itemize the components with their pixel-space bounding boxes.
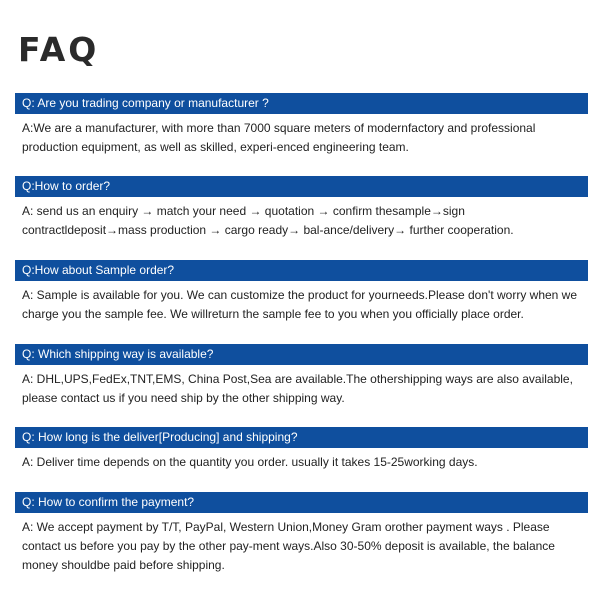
faq-item-sample-order <box>15 260 588 324</box>
faq-answer: A: We accept payment by T/T, PayPal, Western Union,Money Gram orother payment ways . Please contact us before you pay by the other pay-ment ways.Also 30-50% deposit is available, the balance money shouldbe paid before shipping. <box>22 520 555 572</box>
faq-answer: A: Deliver time depends on the quantity you order. usually it takes 15-25working days. <box>22 455 478 469</box>
faq-answer: A:We are a manufacturer, with more than 7000 square meters of modernfactory and professional production equipment, as well as skilled, experi-enced engineering team. <box>22 121 536 154</box>
page-title: FAQ <box>18 30 100 69</box>
faq-item-payment <box>15 492 588 575</box>
faq-question: Q:How to order? <box>15 176 588 197</box>
faq-item-how-to-order <box>15 176 588 240</box>
faq-question: Q: How to confirm the payment? <box>15 492 588 513</box>
faq-question: Q:How about Sample order? <box>15 260 588 281</box>
faq-answer: A: send us an enquiry → match your need → quotation → confirm thesample→sign contractldeposit→mass production → cargo ready→ bal-ance/delivery→ further cooperation. <box>22 204 514 237</box>
faq-answer: A: DHL,UPS,FedEx,TNT,EMS, China Post,Sea are available.The othershipping ways are also available, please contact us if you need ship by the other shipping way. <box>22 372 573 405</box>
faq-item-trading <box>15 93 588 157</box>
faq-answer: A: Sample is available for you. We can customize the product for yourneeds.Please don't worry when we charge you the sample fee. We willreturn the sample fee to you when you officially place order. <box>22 288 578 321</box>
faq-question: Q: Are you trading company or manufacturer ? <box>15 93 588 114</box>
faq-question: Q: How long is the deliver[Producing] and shipping? <box>15 427 588 448</box>
faq-item-delivery-time <box>15 427 588 472</box>
faq-question: Q: Which shipping way is available? <box>15 344 588 365</box>
faq-item-shipping-way <box>15 344 588 408</box>
